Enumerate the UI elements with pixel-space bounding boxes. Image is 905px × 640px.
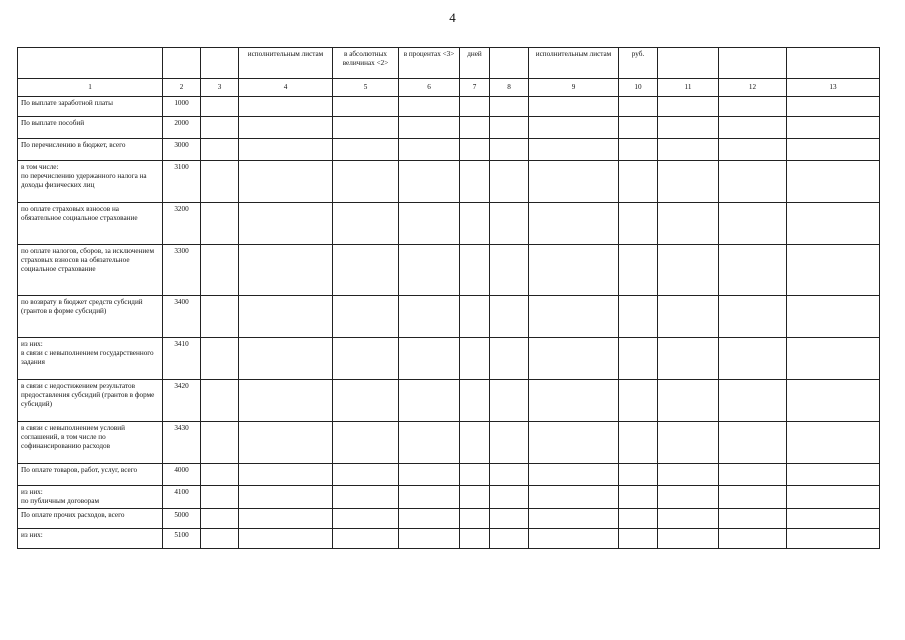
row-label: По оплате прочих расходов, всего xyxy=(18,509,163,529)
value-cell xyxy=(658,486,719,509)
value-cell xyxy=(399,529,460,549)
table-row xyxy=(18,203,880,245)
value-cell xyxy=(490,509,529,529)
row-code: 3420 xyxy=(163,380,201,422)
value-cell xyxy=(619,97,658,117)
value-cell xyxy=(399,422,460,464)
table-row xyxy=(18,97,880,117)
value-cell xyxy=(201,509,239,529)
value-cell xyxy=(719,464,787,486)
value-cell xyxy=(787,486,880,509)
value-cell xyxy=(719,529,787,549)
value-cell xyxy=(490,245,529,296)
value-cell xyxy=(201,464,239,486)
value-cell xyxy=(658,139,719,161)
row-code: 3300 xyxy=(163,245,201,296)
value-cell xyxy=(619,139,658,161)
value-cell xyxy=(399,161,460,203)
value-cell xyxy=(201,529,239,549)
value-cell xyxy=(490,529,529,549)
value-cell xyxy=(201,338,239,380)
value-cell xyxy=(490,139,529,161)
header-cell xyxy=(201,48,239,79)
value-cell xyxy=(529,464,619,486)
page-number: 4 xyxy=(449,10,456,25)
value-cell xyxy=(619,338,658,380)
value-cell xyxy=(333,422,399,464)
value-cell xyxy=(658,380,719,422)
value-cell xyxy=(239,380,333,422)
value-cell xyxy=(490,97,529,117)
value-cell xyxy=(460,117,490,139)
table-row xyxy=(18,139,880,161)
value-cell xyxy=(658,338,719,380)
table-row xyxy=(18,245,880,296)
value-cell xyxy=(719,422,787,464)
table-row xyxy=(18,509,880,529)
value-cell xyxy=(239,161,333,203)
value-cell xyxy=(333,161,399,203)
value-cell xyxy=(460,161,490,203)
row-code: 1000 xyxy=(163,97,201,117)
value-cell xyxy=(239,203,333,245)
row-code: 3100 xyxy=(163,161,201,203)
value-cell xyxy=(333,245,399,296)
value-cell xyxy=(529,380,619,422)
value-cell xyxy=(658,161,719,203)
value-cell xyxy=(619,203,658,245)
value-cell xyxy=(529,97,619,117)
row-label: в связи с невыполнением условий соглашений, в том числе по софинансированию расходов xyxy=(18,422,163,464)
value-cell xyxy=(619,464,658,486)
value-cell xyxy=(460,486,490,509)
row-label: из них: по публичным договорам xyxy=(18,486,163,509)
column-number-cell: 11 xyxy=(658,79,719,97)
row-code: 5000 xyxy=(163,509,201,529)
value-cell xyxy=(787,509,880,529)
value-cell xyxy=(658,245,719,296)
value-cell xyxy=(490,161,529,203)
column-number-row xyxy=(18,79,880,97)
value-cell xyxy=(399,203,460,245)
value-cell xyxy=(239,509,333,529)
header-cell: в процентах <3> xyxy=(399,48,460,79)
value-cell xyxy=(658,117,719,139)
value-cell xyxy=(529,161,619,203)
value-cell xyxy=(399,245,460,296)
table-row xyxy=(18,486,880,509)
value-cell xyxy=(399,117,460,139)
value-cell xyxy=(787,422,880,464)
value-cell xyxy=(460,203,490,245)
value-cell xyxy=(239,245,333,296)
row-label: по оплате налогов, сборов, за исключением страховых взносов на обязательное социальное страхование xyxy=(18,245,163,296)
column-number-cell: 12 xyxy=(719,79,787,97)
value-cell xyxy=(460,422,490,464)
value-cell xyxy=(658,422,719,464)
header-cell xyxy=(787,48,880,79)
value-cell xyxy=(619,245,658,296)
value-cell xyxy=(399,380,460,422)
value-cell xyxy=(658,203,719,245)
value-cell xyxy=(239,97,333,117)
column-number-cell: 9 xyxy=(529,79,619,97)
value-cell xyxy=(719,338,787,380)
value-cell xyxy=(201,203,239,245)
column-number-cell: 2 xyxy=(163,79,201,97)
value-cell xyxy=(201,117,239,139)
value-cell xyxy=(460,529,490,549)
value-cell xyxy=(658,509,719,529)
value-cell xyxy=(333,338,399,380)
value-cell xyxy=(333,486,399,509)
column-number-cell: 6 xyxy=(399,79,460,97)
header-cell: дней xyxy=(460,48,490,79)
table-row xyxy=(18,464,880,486)
value-cell xyxy=(719,245,787,296)
value-cell xyxy=(399,486,460,509)
table-row xyxy=(18,296,880,338)
table-row xyxy=(18,117,880,139)
value-cell xyxy=(201,296,239,338)
value-cell xyxy=(201,380,239,422)
row-code: 3200 xyxy=(163,203,201,245)
table-row xyxy=(18,338,880,380)
value-cell xyxy=(529,486,619,509)
value-cell xyxy=(787,380,880,422)
row-label: По выплате заработной платы xyxy=(18,97,163,117)
row-label: по возврату в бюджет средств субсидий (грантов в форме субсидий) xyxy=(18,296,163,338)
value-cell xyxy=(529,529,619,549)
row-label: По перечислению в бюджет, всего xyxy=(18,139,163,161)
header-cell xyxy=(163,48,201,79)
value-cell xyxy=(619,117,658,139)
value-cell xyxy=(460,139,490,161)
value-cell xyxy=(333,296,399,338)
value-cell xyxy=(333,117,399,139)
value-cell xyxy=(619,296,658,338)
value-cell xyxy=(619,509,658,529)
value-cell xyxy=(399,509,460,529)
value-cell xyxy=(460,380,490,422)
header-cell: руб. xyxy=(619,48,658,79)
table-row xyxy=(18,422,880,464)
value-cell xyxy=(399,97,460,117)
value-cell xyxy=(239,296,333,338)
column-number-cell: 1 xyxy=(18,79,163,97)
value-cell xyxy=(239,486,333,509)
value-cell xyxy=(201,422,239,464)
value-cell xyxy=(201,486,239,509)
value-cell xyxy=(490,422,529,464)
value-cell xyxy=(239,338,333,380)
value-cell xyxy=(787,97,880,117)
value-cell xyxy=(529,509,619,529)
value-cell xyxy=(490,338,529,380)
header-cell: исполнительным листам xyxy=(529,48,619,79)
row-label: из них: xyxy=(18,529,163,549)
row-label: по оплате страховых взносов на обязательное социальное страхование xyxy=(18,203,163,245)
value-cell xyxy=(529,422,619,464)
value-cell xyxy=(460,296,490,338)
value-cell xyxy=(399,338,460,380)
value-cell xyxy=(490,464,529,486)
value-cell xyxy=(201,161,239,203)
value-cell xyxy=(201,139,239,161)
header-cell: в абсолютных величинах <2> xyxy=(333,48,399,79)
row-code: 2000 xyxy=(163,117,201,139)
value-cell xyxy=(490,380,529,422)
row-code: 4000 xyxy=(163,464,201,486)
value-cell xyxy=(719,296,787,338)
value-cell xyxy=(529,296,619,338)
value-cell xyxy=(333,203,399,245)
value-cell xyxy=(658,529,719,549)
value-cell xyxy=(460,509,490,529)
value-cell xyxy=(333,139,399,161)
header-cell xyxy=(719,48,787,79)
value-cell xyxy=(529,203,619,245)
value-cell xyxy=(333,509,399,529)
header-cell xyxy=(490,48,529,79)
column-number-cell: 4 xyxy=(239,79,333,97)
value-cell xyxy=(787,464,880,486)
value-cell xyxy=(787,245,880,296)
value-cell xyxy=(201,97,239,117)
value-cell xyxy=(619,422,658,464)
value-cell xyxy=(787,203,880,245)
value-cell xyxy=(719,486,787,509)
row-label: в том числе: по перечислению удержанного налога на доходы физических лиц xyxy=(18,161,163,203)
value-cell xyxy=(399,464,460,486)
value-cell xyxy=(399,296,460,338)
value-cell xyxy=(333,97,399,117)
value-cell xyxy=(201,245,239,296)
value-cell xyxy=(719,161,787,203)
table-row xyxy=(18,161,880,203)
value-cell xyxy=(333,380,399,422)
value-cell xyxy=(619,486,658,509)
value-cell xyxy=(658,97,719,117)
value-cell xyxy=(333,529,399,549)
value-cell xyxy=(460,464,490,486)
header-cell xyxy=(658,48,719,79)
row-code: 3410 xyxy=(163,338,201,380)
value-cell xyxy=(239,529,333,549)
column-number-cell: 8 xyxy=(490,79,529,97)
column-number-cell: 5 xyxy=(333,79,399,97)
value-cell xyxy=(719,97,787,117)
header-row xyxy=(18,48,880,79)
header-cell: исполнительным листам xyxy=(239,48,333,79)
table-row xyxy=(18,380,880,422)
value-cell xyxy=(239,422,333,464)
value-cell xyxy=(787,117,880,139)
column-number-cell: 7 xyxy=(460,79,490,97)
row-code: 3430 xyxy=(163,422,201,464)
table-row xyxy=(18,529,880,549)
value-cell xyxy=(529,139,619,161)
value-cell xyxy=(460,338,490,380)
column-number-cell: 13 xyxy=(787,79,880,97)
value-cell xyxy=(333,464,399,486)
row-code: 5100 xyxy=(163,529,201,549)
value-cell xyxy=(619,529,658,549)
value-cell xyxy=(787,296,880,338)
value-cell xyxy=(619,380,658,422)
row-label: По выплате пособий xyxy=(18,117,163,139)
value-cell xyxy=(719,380,787,422)
value-cell xyxy=(239,117,333,139)
value-cell xyxy=(658,464,719,486)
row-code: 4100 xyxy=(163,486,201,509)
value-cell xyxy=(529,338,619,380)
value-cell xyxy=(399,139,460,161)
row-label: По оплате товаров, работ, услуг, всего xyxy=(18,464,163,486)
value-cell xyxy=(239,139,333,161)
value-cell xyxy=(490,486,529,509)
value-cell xyxy=(787,139,880,161)
value-cell xyxy=(619,161,658,203)
value-cell xyxy=(529,117,619,139)
value-cell xyxy=(787,529,880,549)
value-cell xyxy=(490,296,529,338)
value-cell xyxy=(787,338,880,380)
value-cell xyxy=(239,464,333,486)
value-cell xyxy=(787,161,880,203)
value-cell xyxy=(719,203,787,245)
value-cell xyxy=(719,117,787,139)
row-code: 3400 xyxy=(163,296,201,338)
row-code: 3000 xyxy=(163,139,201,161)
column-number-cell: 10 xyxy=(619,79,658,97)
value-cell xyxy=(460,245,490,296)
value-cell xyxy=(719,139,787,161)
value-cell xyxy=(719,509,787,529)
value-cell xyxy=(460,97,490,117)
value-cell xyxy=(490,203,529,245)
report-table xyxy=(17,47,880,549)
header-cell xyxy=(18,48,163,79)
row-label: в связи с недостижением результатов предоставления субсидий (грантов в форме субсидий) xyxy=(18,380,163,422)
value-cell xyxy=(529,245,619,296)
row-label: из них: в связи с невыполнением государственного задания xyxy=(18,338,163,380)
value-cell xyxy=(490,117,529,139)
column-number-cell: 3 xyxy=(201,79,239,97)
value-cell xyxy=(658,296,719,338)
